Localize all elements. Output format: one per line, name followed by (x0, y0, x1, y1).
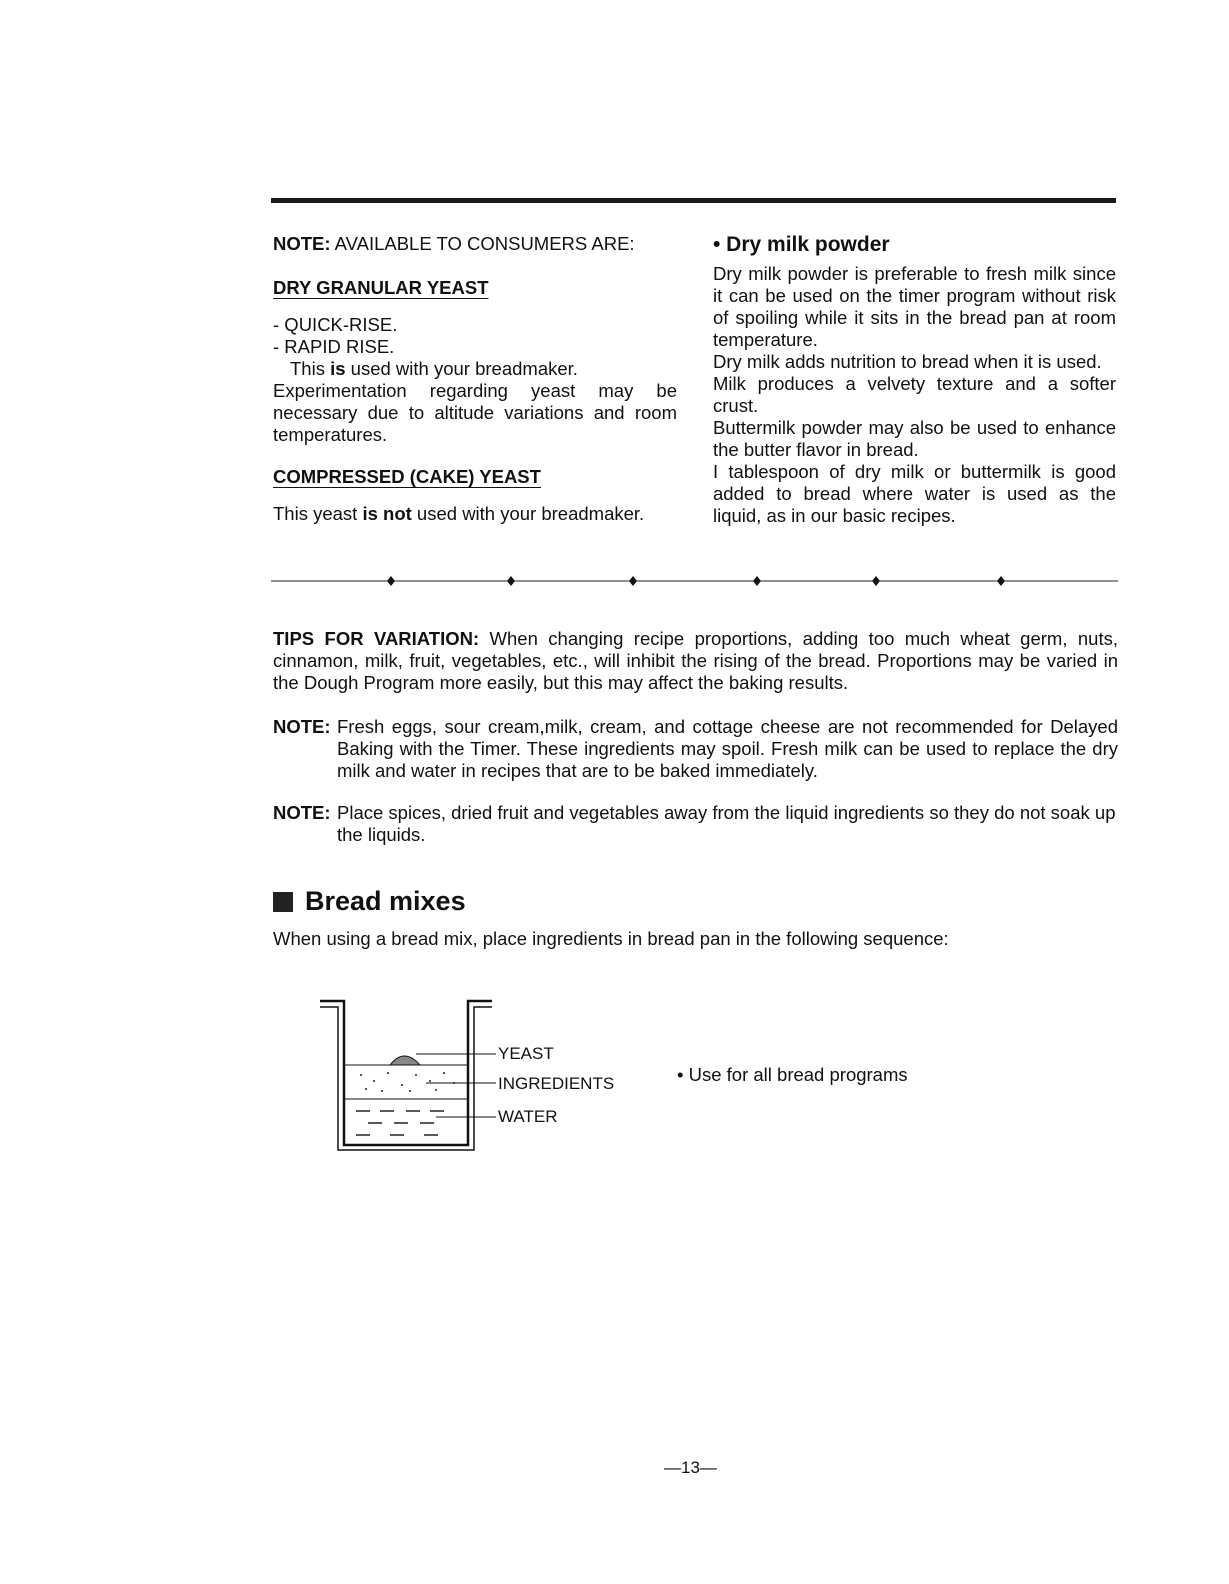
tips-text: When changing recipe proportions, adding too much wheat germ, nuts, cinnamon, milk, fruit, vegetables, etc., will inhibit the rising of the bread. Proportions may be varied in the Dough Program more easily, but this may affect the baking results. (273, 628, 1118, 693)
notused-text-1: This yeast (273, 503, 363, 524)
not-used-text (273, 503, 644, 525)
divider-diamond-icon (872, 576, 880, 586)
dry-milk-body (713, 263, 1116, 527)
tips-label: TIPS FOR VARIATION: (273, 628, 480, 649)
dry-yeast-heading: DRY GRANULAR YEAST (273, 277, 489, 298)
dry-milk-p3: Milk produces a velvety texture and a softer crust. (713, 373, 1116, 416)
notused-text-2: used with your breadmaker. (411, 503, 645, 524)
ingredients-dots (360, 1072, 455, 1092)
dry-milk-p5: I tablespoon of dry milk or buttermilk is good added to bread where water is used as the liquid, as in our basic recipes. (713, 461, 1116, 526)
used-text-2: used with your breadmaker. (345, 358, 578, 379)
bread-pan-diagram (316, 995, 496, 1155)
divider-diamond-icon (387, 576, 395, 586)
note-delayed-baking (273, 716, 1118, 782)
dry-milk-p1: Dry milk powder is preferable to fresh milk since it can be used on the timer program without risk of spoiling while it sits in the bread pan at room temperature. (713, 263, 1116, 350)
note-text: AVAILABLE TO CONSUMERS ARE: (330, 233, 635, 254)
note-text: Place spices, dried fruit and vegetables away from the liquid ingredients so they do not soak up the liquids. (337, 802, 1116, 845)
note-label: NOTE: (273, 233, 331, 254)
used-text-1: This (290, 358, 331, 379)
dry-milk-heading: • Dry milk powder (713, 233, 890, 256)
note-spices (273, 802, 1118, 846)
note-label: NOTE: (273, 802, 331, 823)
divider-diamond-icon (629, 576, 637, 586)
note-label: NOTE: (273, 716, 331, 737)
left-note (273, 233, 693, 255)
note-text: Fresh eggs, sour cream,milk, cream, and cottage cheese are not recommended for Delayed Baking with the Timer. These ingredients may spoil. Fresh milk can be used to replace the dry milk and water in recipes that are to be baked immediately. (337, 716, 1118, 781)
bread-mixes-intro: When using a bread mix, place ingredients in bread pan in the following sequence: (273, 928, 949, 949)
divider-diamond-icon (753, 576, 761, 586)
divider-diamond-icon (997, 576, 1005, 586)
yeast-mound (390, 1056, 420, 1065)
diagram-label-ingredients: INGREDIENTS (498, 1074, 615, 1093)
diagram-label-water: WATER (498, 1107, 558, 1126)
notused-isnot: is not (362, 503, 412, 524)
diamond-divider (271, 576, 1118, 586)
bread-programs-bullet: • Use for all bread programs (677, 1064, 908, 1085)
dry-milk-p4: Buttermilk powder may also be used to enhance the butter flavor in bread. (713, 417, 1116, 460)
square-bullet-icon (273, 892, 293, 912)
diagram-label-yeast: YEAST (498, 1044, 554, 1063)
page-number: —13— (664, 1458, 717, 1477)
quick-rise-item: - QUICK-RISE. (273, 314, 398, 335)
bread-mixes-title: Bread mixes (305, 886, 466, 916)
used-with-breadmaker (290, 358, 578, 380)
water-dashes (356, 1111, 444, 1135)
divider-diamond-icon (507, 576, 515, 586)
top-rule (271, 198, 1116, 203)
compressed-yeast-heading: COMPRESSED (CAKE) YEAST (273, 466, 541, 487)
tips-paragraph (273, 628, 1118, 694)
used-is: is (330, 358, 346, 379)
bread-mixes-heading (273, 885, 466, 917)
experimentation-text: Experimentation regarding yeast may be necessary due to altitude variations and room temperatures. (273, 380, 677, 445)
rapid-rise-item: - RAPID RISE. (273, 336, 395, 357)
dry-milk-p2: Dry milk adds nutrition to bread when it is used. (713, 351, 1102, 372)
